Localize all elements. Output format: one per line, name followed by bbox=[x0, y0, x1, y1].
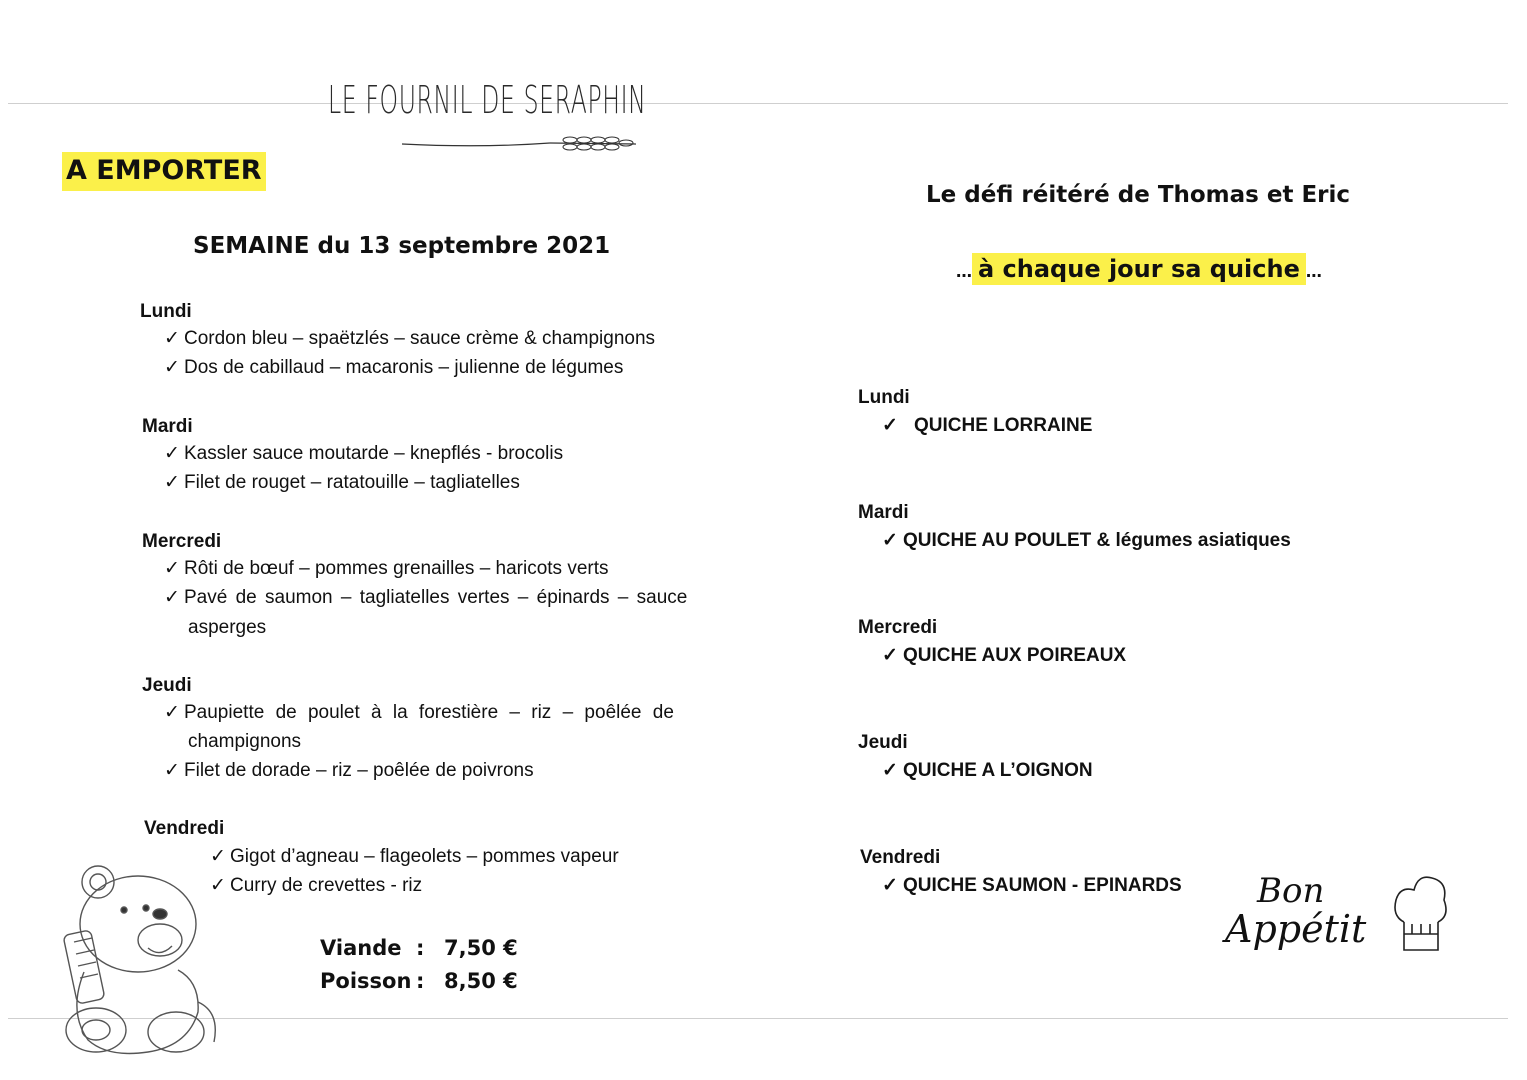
check-icon: ✓ bbox=[164, 587, 180, 608]
wheat-icon bbox=[400, 132, 640, 154]
right-day-mercredi: Mercredi bbox=[858, 617, 938, 638]
left-day-lundi: Lundi bbox=[140, 301, 192, 322]
check-icon: ✓ bbox=[210, 846, 226, 867]
check-icon: ✓ bbox=[882, 645, 898, 666]
price-row-viande: Viande : 7,50 € bbox=[320, 936, 518, 960]
check-icon: ✓ bbox=[882, 760, 898, 781]
bon-appetit-signature: Bon Appétit bbox=[1225, 871, 1367, 951]
right-day-jeudi: Jeudi bbox=[858, 732, 908, 753]
check-icon: ✓ bbox=[882, 875, 898, 896]
takeaway-tag: A EMPORTER bbox=[62, 152, 266, 191]
list-item: ✓ Dos de cabillaud – macaronis – julienne de légumes bbox=[164, 357, 624, 378]
top-rule bbox=[8, 103, 1508, 104]
list-item-continuation: asperges bbox=[188, 617, 267, 638]
quiche-subtitle-highlight: à chaque jour sa quiche bbox=[972, 253, 1306, 285]
price-value: 8,50 € bbox=[444, 969, 518, 993]
list-item: ✓ Pavé de saumon – tagliatelles vertes – épinards – sauce bbox=[164, 587, 688, 608]
check-icon: ✓ bbox=[164, 357, 180, 378]
check-icon: ✓ bbox=[210, 875, 226, 896]
teddy-bear-icon bbox=[48, 862, 248, 1062]
left-day-vendredi: Vendredi bbox=[144, 818, 225, 839]
brand-title: LE FOURNIL DE SERAPHIN bbox=[328, 78, 647, 122]
check-icon: ✓ bbox=[164, 472, 180, 493]
check-icon: ✓ bbox=[164, 702, 180, 723]
price-row-poisson: Poisson : 8,50 € bbox=[320, 969, 518, 993]
quiche-item: ✓ QUICHE A L’OIGNON bbox=[882, 760, 1093, 781]
list-item-continuation: champignons bbox=[188, 731, 302, 752]
quiche-subtitle: … à chaque jour sa quiche … bbox=[956, 255, 1322, 283]
check-icon: ✓ bbox=[164, 760, 180, 781]
right-day-vendredi: Vendredi bbox=[860, 847, 941, 868]
list-item: ✓ Filet de rouget – ratatouille – tagliatelles bbox=[164, 472, 520, 493]
right-day-mardi: Mardi bbox=[858, 502, 909, 523]
left-day-mercredi: Mercredi bbox=[142, 531, 222, 552]
list-item: ✓ Gigot d’agneau – flageolets – pommes vapeur bbox=[210, 846, 619, 867]
list-item: ✓ Curry de crevettes - riz bbox=[210, 875, 423, 896]
price-label: Viande bbox=[320, 936, 402, 960]
list-item: ✓ Filet de dorade – riz – poêlée de poivrons bbox=[164, 760, 534, 781]
check-icon: ✓ bbox=[164, 443, 180, 464]
price-label: Poisson bbox=[320, 969, 412, 993]
check-icon: ✓ bbox=[882, 530, 898, 551]
chef-hat-icon bbox=[1390, 872, 1452, 962]
list-item: ✓ Paupiette de poulet à la forestière – riz – poêlée de bbox=[164, 702, 674, 723]
quiche-item: ✓ QUICHE LORRAINE bbox=[882, 415, 1093, 436]
challenge-title: Le défi réitéré de Thomas et Eric bbox=[926, 182, 1351, 208]
check-icon: ✓ bbox=[164, 328, 180, 349]
list-item: ✓ Kassler sauce moutarde – knepflés - brocolis bbox=[164, 443, 564, 464]
check-icon: ✓ bbox=[882, 415, 898, 436]
right-day-lundi: Lundi bbox=[858, 387, 910, 408]
week-title: SEMAINE du 13 septembre 2021 bbox=[193, 233, 611, 259]
quiche-item: ✓ QUICHE AU POULET & légumes asiatiques bbox=[882, 530, 1291, 551]
check-icon: ✓ bbox=[164, 558, 180, 579]
left-day-jeudi: Jeudi bbox=[142, 675, 192, 696]
price-value: 7,50 € bbox=[444, 936, 518, 960]
left-day-mardi: Mardi bbox=[142, 416, 193, 437]
list-item: ✓ Cordon bleu – spaëtzlés – sauce crème & champignons bbox=[164, 328, 656, 349]
quiche-item: ✓ QUICHE SAUMON - EPINARDS bbox=[882, 875, 1182, 896]
list-item: ✓ Rôti de bœuf – pommes grenailles – haricots verts bbox=[164, 558, 609, 579]
quiche-item: ✓ QUICHE AUX POIREAUX bbox=[882, 645, 1127, 666]
